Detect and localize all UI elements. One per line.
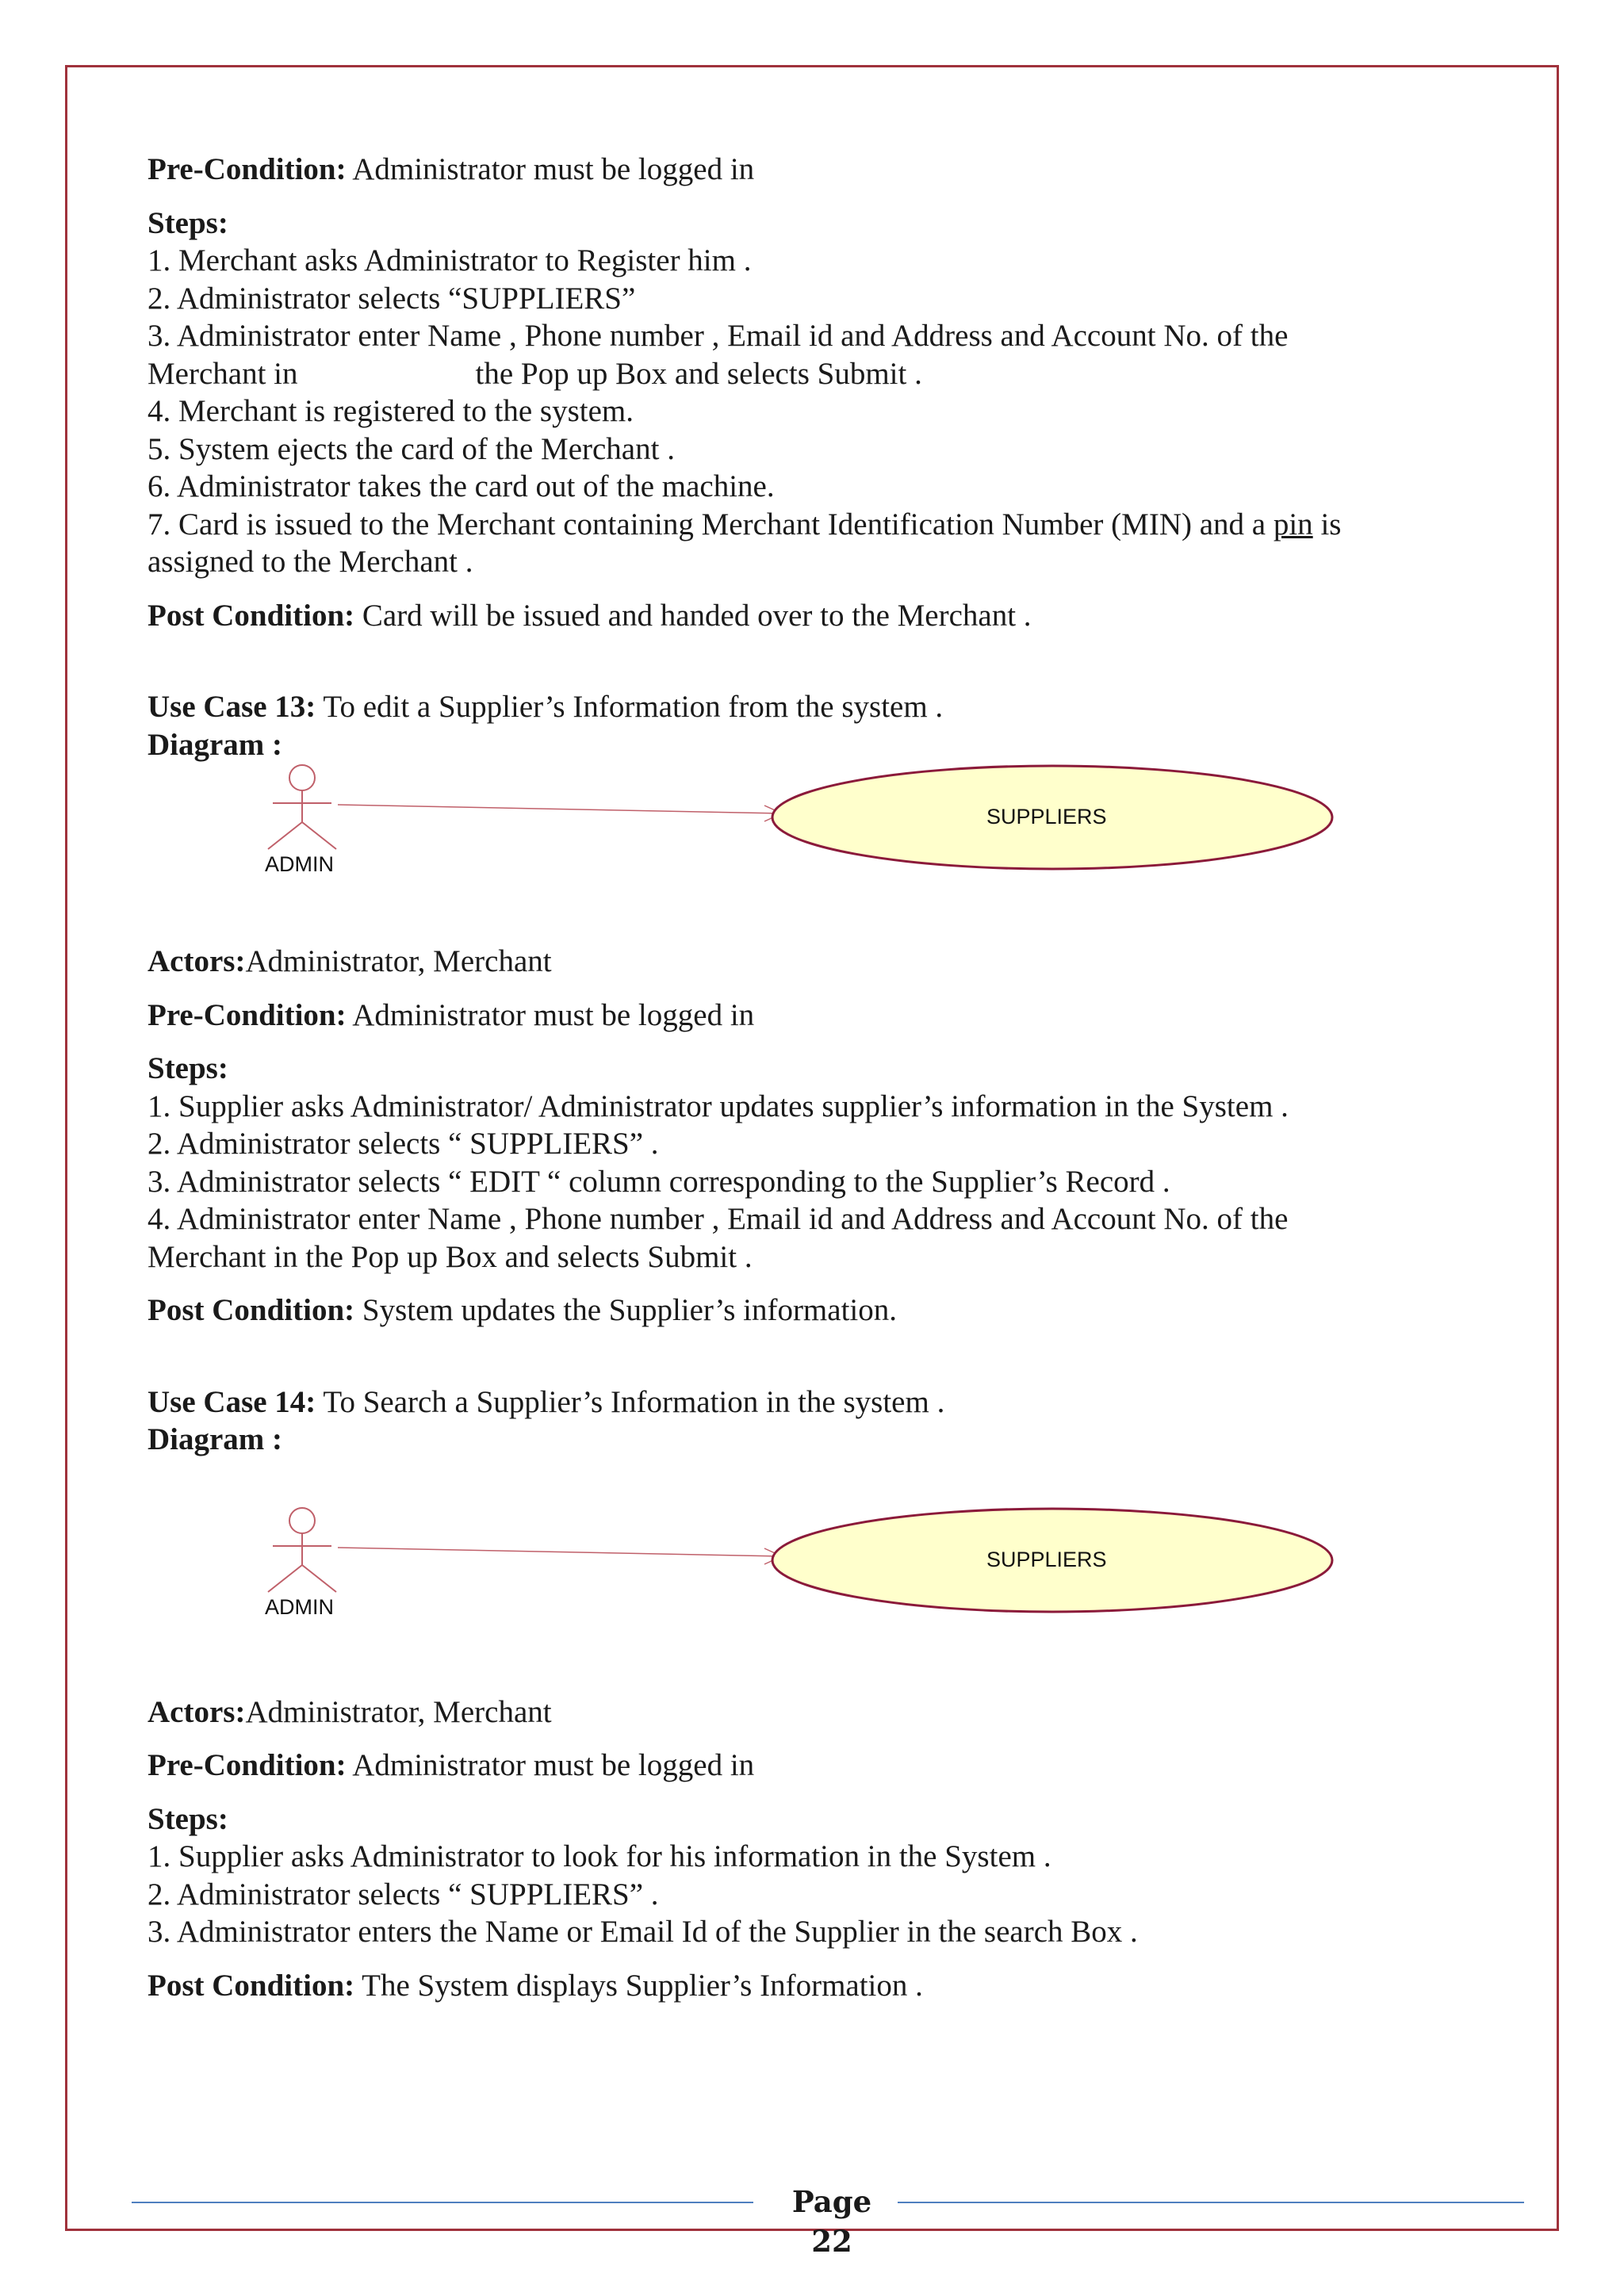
uc14-postcondition xyxy=(147,1967,1448,2005)
uc14-step: 3. Administrator enters the Name or Email Id of the Supplier in the search Box . xyxy=(147,1915,1138,1949)
uc13-steps-label: Steps: xyxy=(147,1051,228,1085)
actor-label: ADMIN xyxy=(265,852,334,876)
actors-label: Actors: xyxy=(147,944,246,978)
uc12-step: 3. Administrator enter Name , Phone number , Email id and Address and Account No. of the xyxy=(147,319,1289,353)
precondition-label: Pre-Condition: xyxy=(147,1748,347,1782)
page-content xyxy=(147,151,1448,2004)
precondition-text: Administrator must be logged in xyxy=(346,1748,755,1782)
uc12-step xyxy=(147,506,1448,544)
postcondition-text: System updates the Supplier’s information. xyxy=(354,1293,897,1327)
uc12-precondition xyxy=(147,151,1448,189)
uc13-diagram-svg xyxy=(147,763,1448,943)
precondition-text: Administrator must be logged in xyxy=(346,997,755,1032)
uc12-step: 1. Merchant asks Administrator to Register him . xyxy=(147,243,752,277)
uc14-step: 2. Administrator selects “ SUPPLIERS” . xyxy=(147,1877,659,1911)
uc13-step: 2. Administrator selects “ SUPPLIERS” . xyxy=(147,1127,659,1161)
postcondition-text: The System displays Supplier’s Information . xyxy=(354,1968,923,2003)
usecase-label: SUPPLIERS xyxy=(986,805,1107,828)
postcondition-label: Post Condition: xyxy=(147,1968,355,2003)
usecase-label: Use Case 14: xyxy=(147,1384,316,1419)
actors-text: Administrator, Merchant xyxy=(245,944,552,978)
uc13-diagram-label: Diagram : xyxy=(147,727,283,762)
uc12-postcondition xyxy=(147,597,1448,635)
uc14-diagram-svg xyxy=(147,1459,1448,1693)
uc12-step: 2. Administrator selects “SUPPLIERS” xyxy=(147,281,636,316)
pin-underlined: pin xyxy=(1273,507,1313,541)
uc12-step-part: Merchant in xyxy=(147,356,298,391)
uc12-step: 4. Merchant is registered to the system. xyxy=(147,394,634,428)
actor-figure xyxy=(268,765,336,849)
uc14-step: 1. Supplier asks Administrator to look for his information in the System . xyxy=(147,1839,1051,1873)
uc12-step-part: the Pop up Box and selects Submit . xyxy=(475,356,922,391)
actor-label: ADMIN xyxy=(265,1594,334,1619)
uc13-step: 4. Administrator enter Name , Phone number , Email id and Address and Account No. of the xyxy=(147,1202,1289,1236)
uc14-diagram xyxy=(147,1459,1448,1693)
postcondition-label: Post Condition: xyxy=(147,1293,355,1327)
uc13-diagram xyxy=(147,763,1448,943)
actor-figure xyxy=(268,1508,336,1592)
usecase-label: Use Case 13: xyxy=(147,690,316,724)
usecase-label: SUPPLIERS xyxy=(986,1547,1107,1571)
uc12-step-continued xyxy=(147,355,1448,393)
uc12-step: 5. System ejects the card of the Merchant . xyxy=(147,431,675,466)
usecase-title-text: To Search a Supplier’s Information in the system . xyxy=(316,1384,945,1419)
footer-rule-right xyxy=(898,2202,1524,2203)
precondition-label: Pre-Condition: xyxy=(147,997,347,1032)
usecase-title-text: To edit a Supplier’s Information from the system . xyxy=(316,690,944,724)
uc14-title xyxy=(147,1383,1448,1422)
uc12-step-continued: assigned to the Merchant . xyxy=(147,545,473,579)
uc12-steps-label: Steps: xyxy=(147,205,228,240)
uc12-step: 6. Administrator takes the card out of the machine. xyxy=(147,469,775,503)
uc13-step-continued: Merchant in the Pop up Box and selects Submit . xyxy=(147,1239,753,1274)
association-arrow xyxy=(338,1548,782,1556)
precondition-text: Administrator must be logged in xyxy=(346,152,755,186)
footer-rule-left xyxy=(132,2202,753,2203)
uc13-title xyxy=(147,688,1448,726)
uc12-step-part: 7. Card is issued to the Merchant containing Merchant Identification Number (MIN) and a xyxy=(147,507,1274,541)
uc14-diagram-label: Diagram : xyxy=(147,1422,283,1456)
uc13-precondition xyxy=(147,997,1448,1035)
postcondition-text: Card will be issued and handed over to the Merchant . xyxy=(354,598,1032,633)
uc13-actors xyxy=(147,943,1448,981)
uc12-step-part: is xyxy=(1312,507,1342,541)
actors-text: Administrator, Merchant xyxy=(245,1694,552,1729)
actors-label: Actors: xyxy=(147,1694,246,1729)
uc14-precondition xyxy=(147,1747,1448,1785)
uc13-step: 1. Supplier asks Administrator/ Administrator updates supplier’s information in the System . xyxy=(147,1089,1289,1123)
uc13-postcondition xyxy=(147,1292,1448,1330)
uc14-steps-label: Steps: xyxy=(147,1801,228,1836)
association-arrow xyxy=(338,805,782,813)
uc14-actors xyxy=(147,1693,1448,1732)
page-number: Page 22 xyxy=(791,2184,872,2259)
uc13-step: 3. Administrator selects “ EDIT “ column corresponding to the Supplier’s Record . xyxy=(147,1164,1170,1199)
postcondition-label: Post Condition: xyxy=(147,598,355,633)
page-footer xyxy=(132,2182,1524,2259)
precondition-label: Pre-Condition: xyxy=(147,152,347,186)
